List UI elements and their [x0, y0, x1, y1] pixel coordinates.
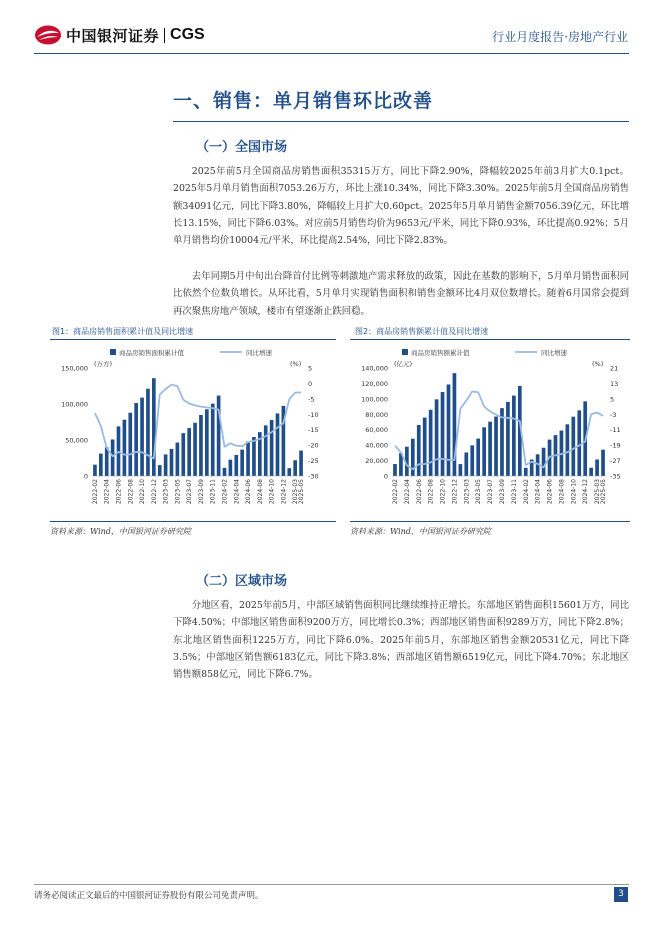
- bar-2022-05: [411, 439, 415, 476]
- left-axis-tick-label: 100,000: [61, 400, 88, 409]
- bar-2024-05: [542, 448, 546, 476]
- right-axis-tick-label: -11: [610, 426, 621, 435]
- logo-english-text: CGS: [170, 26, 205, 43]
- bar-2023-08: [494, 417, 498, 476]
- right-axis-tick-label: -20: [308, 441, 319, 450]
- left-axis-tick-label: 0: [383, 472, 388, 481]
- bar-2023-07: [187, 428, 191, 476]
- right-axis-tick-label: 21: [610, 364, 619, 373]
- bar-2023-10: [205, 409, 209, 476]
- bar-2022-07: [423, 418, 427, 476]
- bar-2023-02: [459, 464, 463, 476]
- figure-2-chart: [350, 342, 630, 520]
- left-axis-unit: (亿元): [394, 360, 413, 368]
- x-axis-tick-label: 2025-05: [600, 479, 608, 505]
- legend-bar-label: 商品房销售额累计值: [411, 349, 470, 357]
- bar-2025-02: [287, 468, 291, 476]
- x-axis-tick-label: 2024-06: [245, 479, 253, 505]
- x-axis-tick-label: 2022-04: [403, 479, 411, 505]
- figure-1-bottom-rule: [50, 521, 336, 522]
- left-axis-tick-label: 150,000: [61, 364, 88, 373]
- x-axis-tick-label: 2025-05: [298, 479, 306, 505]
- figure-1-source: 资料来源：Wind，中国银河证券研究院: [50, 527, 191, 536]
- right-axis-unit: (%): [592, 360, 604, 368]
- x-axis-tick-label: 2022-02: [91, 479, 99, 505]
- bar-2023-11: [211, 404, 215, 476]
- right-axis-tick-label: 0: [308, 379, 313, 388]
- left-axis-tick-label: 120,000: [361, 379, 388, 388]
- figure-2-caption: 图2：商品房销售额累计值及同比增速: [355, 327, 489, 336]
- x-axis-tick-label: 2022-08: [427, 479, 435, 505]
- page-number: 3: [614, 887, 628, 902]
- company-logo: [34, 24, 205, 46]
- header-divider: [34, 53, 629, 54]
- bar-2024-09: [566, 424, 570, 476]
- bar-2024-02: [524, 468, 528, 476]
- bar-2023-12: [217, 396, 221, 476]
- x-axis-tick-label: 2024-04: [233, 479, 241, 505]
- bar-2023-03: [164, 454, 168, 476]
- section-divider: [173, 121, 629, 122]
- left-axis-tick-label: 140,000: [361, 364, 388, 373]
- subsection-title-regional: （二）区域市场: [196, 574, 288, 589]
- bar-2023-10: [506, 402, 510, 476]
- x-axis-tick-label: 2024-10: [570, 479, 578, 505]
- left-axis-tick-label: 40,000: [365, 441, 388, 450]
- bar-2023-05: [176, 443, 180, 476]
- section-title: 一、销售：单月销售环比改善: [173, 90, 434, 112]
- x-axis-tick-label: 2022-02: [391, 479, 399, 505]
- bar-2023-11: [512, 396, 516, 476]
- right-axis-tick-label: -25: [308, 457, 319, 466]
- bar-2022-08: [128, 413, 132, 476]
- left-axis-tick-label: 80,000: [365, 410, 388, 419]
- x-axis-tick-label: 2023-09: [498, 479, 506, 505]
- bar-2023-02: [158, 465, 162, 476]
- legend-bar-swatch: [402, 349, 408, 355]
- x-axis-tick-label: 2024-12: [280, 479, 288, 505]
- bar-2024-10: [270, 420, 274, 476]
- bar-2022-10: [140, 398, 144, 476]
- bar-2024-10: [571, 417, 575, 476]
- bar-2023-05: [476, 439, 480, 476]
- bar-2024-11: [577, 410, 581, 476]
- x-axis-tick-label: 2022-10: [439, 479, 447, 505]
- x-axis-tick-label: 2023-07: [487, 479, 495, 505]
- legend-line-label: 同比增速: [246, 349, 272, 357]
- bar-2023-04: [170, 449, 174, 476]
- x-axis-tick-label: 2022-10: [139, 479, 147, 505]
- bar-2022-04: [105, 447, 109, 476]
- x-axis-tick-label: 2024-08: [256, 479, 264, 505]
- bar-2022-03: [99, 454, 103, 476]
- bar-2022-08: [429, 410, 433, 476]
- legend-bar-swatch: [110, 349, 116, 355]
- x-axis-tick-label: 2023-11: [209, 479, 217, 505]
- right-axis-tick-label: -5: [308, 395, 315, 404]
- x-axis-tick-label: 2024-02: [221, 479, 229, 505]
- x-axis-tick-label: 2025-03: [594, 479, 602, 505]
- x-axis-tick-label: 2024-06: [546, 479, 554, 505]
- bar-2023-09: [199, 415, 203, 476]
- bar-2024-05: [240, 450, 244, 476]
- bar-2022-02: [393, 464, 397, 476]
- bar-2022-07: [123, 420, 127, 476]
- legend-line-label: 同比增速: [541, 349, 567, 357]
- left-axis-unit: (万方): [94, 360, 113, 368]
- x-axis-tick-label: 2025-03: [292, 479, 300, 505]
- bar-2022-06: [417, 425, 421, 476]
- subsection-title-national: （一）全国市场: [196, 140, 288, 155]
- right-axis-tick-label: -27: [610, 457, 621, 466]
- bar-2023-03: [464, 452, 468, 476]
- figure-1-chart: [50, 342, 336, 520]
- bar-2022-11: [447, 384, 451, 476]
- x-axis-tick-label: 2023-09: [197, 479, 205, 505]
- bar-2024-09: [264, 425, 268, 476]
- legend-bar-label: 商品房销售面积累计值: [119, 349, 184, 357]
- right-axis-tick-label: -35: [610, 472, 621, 481]
- x-axis-tick-label: 2023-05: [174, 479, 182, 505]
- bar-2023-07: [488, 422, 492, 476]
- right-axis-tick-label: -19: [610, 441, 621, 450]
- bar-2022-09: [435, 399, 439, 476]
- x-axis-tick-label: 2022-12: [150, 479, 158, 505]
- bar-2022-05: [111, 439, 115, 476]
- footer-disclaimer: 请务必阅读正文最后的中国银河证券股份有限公司免责声明。: [34, 891, 264, 901]
- x-axis-tick-label: 2022-08: [127, 479, 135, 505]
- bar-2024-04: [234, 455, 238, 476]
- right-axis-tick-label: 5: [610, 395, 615, 404]
- x-axis-tick-label: 2022-06: [115, 479, 123, 505]
- right-axis-tick-label: 13: [610, 379, 619, 388]
- logo-chinese-text: 中国银河证券: [66, 26, 160, 45]
- figure-2-top-rule: [350, 339, 630, 340]
- figure-2-bottom-rule: [350, 521, 630, 522]
- bar-2022-09: [134, 403, 138, 476]
- x-axis-tick-label: 2023-11: [510, 479, 518, 505]
- x-axis-tick-label: 2024-04: [534, 479, 542, 505]
- left-axis-tick-label: 100,000: [361, 395, 388, 404]
- bar-2024-03: [229, 460, 233, 476]
- left-axis-tick-label: 60,000: [365, 426, 388, 435]
- bar-2025-05: [601, 450, 605, 476]
- left-axis-tick-label: 50,000: [65, 436, 88, 445]
- bar-2024-06: [246, 442, 250, 477]
- x-axis-tick-label: 2022-12: [451, 479, 459, 505]
- paragraph-national-1: 2025年前5月全国商品房销售面积35315万方，同比下降2.90%，降幅较2025年前3月扩大0.1pct。2025年5月单月销售面积7053.26万方，环比上涨10.34%，同比下降3.30%。2025年前5月全国商品房销售额34091亿元，同比下降3.80%，降幅较上月扩大0.60pct。2025年5月单月销售金额7056.39亿元，环比增长13.15%，同比下降6.03%。对应前5月销售均价为9653元/平米，同比下降0.93%，环比提高0.92%；5月单月销售均价10004元/平米，环比提高2.54%，同比下降2.83%。: [173, 166, 629, 247]
- paragraph-regional: 分地区看，2025年前5月，中部区域销售面积同比继续维持正增长。东部地区销售面积15601万方，同比下降4.50%；中部地区销售面积9200万方，同比增长0.3%；西部地区销售面积9289万方，同比下降2.8%；东北地区销售面积1225万方，同比下降6.0%。2025年前5月，东部地区销售金额20531亿元，同比下降3.5%；中部地区销售额6183亿元，同比下降3.8%；西部地区销售额6519亿元，同比下降4.70%；东北地区销售额858亿元，同比下降6.7%。: [173, 600, 629, 681]
- paragraph-national-2: 去年同期5月中旬出台降首付比例等刺激地产需求释放的政策，因此在基数的影响下，5月单月销售面积同比依然个位数负增长。从环比看，5月单月实现销售面积和销售金额环比4月双位数增长。随着6月国常会提到再次聚焦房地产领域，楼市有望逐渐止跌回稳。: [173, 271, 629, 317]
- bar-2022-10: [441, 392, 445, 476]
- bar-2022-02: [93, 465, 97, 476]
- x-axis-tick-label: 2024-08: [558, 479, 566, 505]
- bar-2023-06: [181, 433, 185, 476]
- bar-2023-08: [193, 423, 197, 476]
- bar-2024-07: [252, 437, 256, 476]
- x-axis-tick-label: 2023-03: [162, 479, 170, 505]
- galaxy-logo-icon: [34, 24, 62, 46]
- bar-2025-03: [293, 460, 297, 476]
- x-axis-tick-label: 2023-05: [475, 479, 483, 505]
- bar-2022-12: [152, 378, 156, 476]
- bar-2024-11: [276, 413, 280, 476]
- x-axis-tick-label: 2024-02: [522, 479, 530, 505]
- bar-2022-11: [146, 389, 150, 476]
- bar-2024-02: [223, 468, 227, 476]
- bar-2025-03: [595, 460, 599, 476]
- x-axis-tick-label: 2023-07: [186, 479, 194, 505]
- right-axis-tick-label: -3: [610, 410, 617, 419]
- bar-2023-04: [470, 445, 474, 476]
- bar-2023-06: [482, 427, 486, 476]
- figure-2-source: 资料来源：Wind，中国银河证券研究院: [350, 527, 491, 536]
- footer-divider: [34, 884, 629, 885]
- figure-1-top-rule: [50, 339, 336, 340]
- right-axis-unit: (%): [290, 360, 302, 368]
- figure-1-caption: 图1：商品房销售面积累计值及同比增速: [52, 327, 194, 336]
- x-axis-tick-label: 2023-03: [463, 479, 471, 505]
- right-axis-tick-label: -30: [308, 472, 319, 481]
- right-axis-tick-label: -15: [308, 426, 319, 435]
- report-type-label: 行业月度报告·房地产行业: [492, 30, 628, 44]
- logo-separator: [164, 28, 165, 43]
- left-axis-tick-label: 20,000: [365, 457, 388, 466]
- x-axis-tick-label: 2022-04: [103, 479, 111, 505]
- bar-2025-05: [299, 451, 303, 476]
- x-axis-tick-label: 2024-10: [268, 479, 276, 505]
- x-axis-tick-label: 2024-12: [582, 479, 590, 505]
- bar-2025-02: [589, 468, 593, 476]
- left-axis-tick-label: 0: [83, 472, 88, 481]
- right-axis-tick-label: 5: [308, 364, 313, 373]
- right-axis-tick-label: -10: [308, 410, 319, 419]
- x-axis-tick-label: 2022-06: [415, 479, 423, 505]
